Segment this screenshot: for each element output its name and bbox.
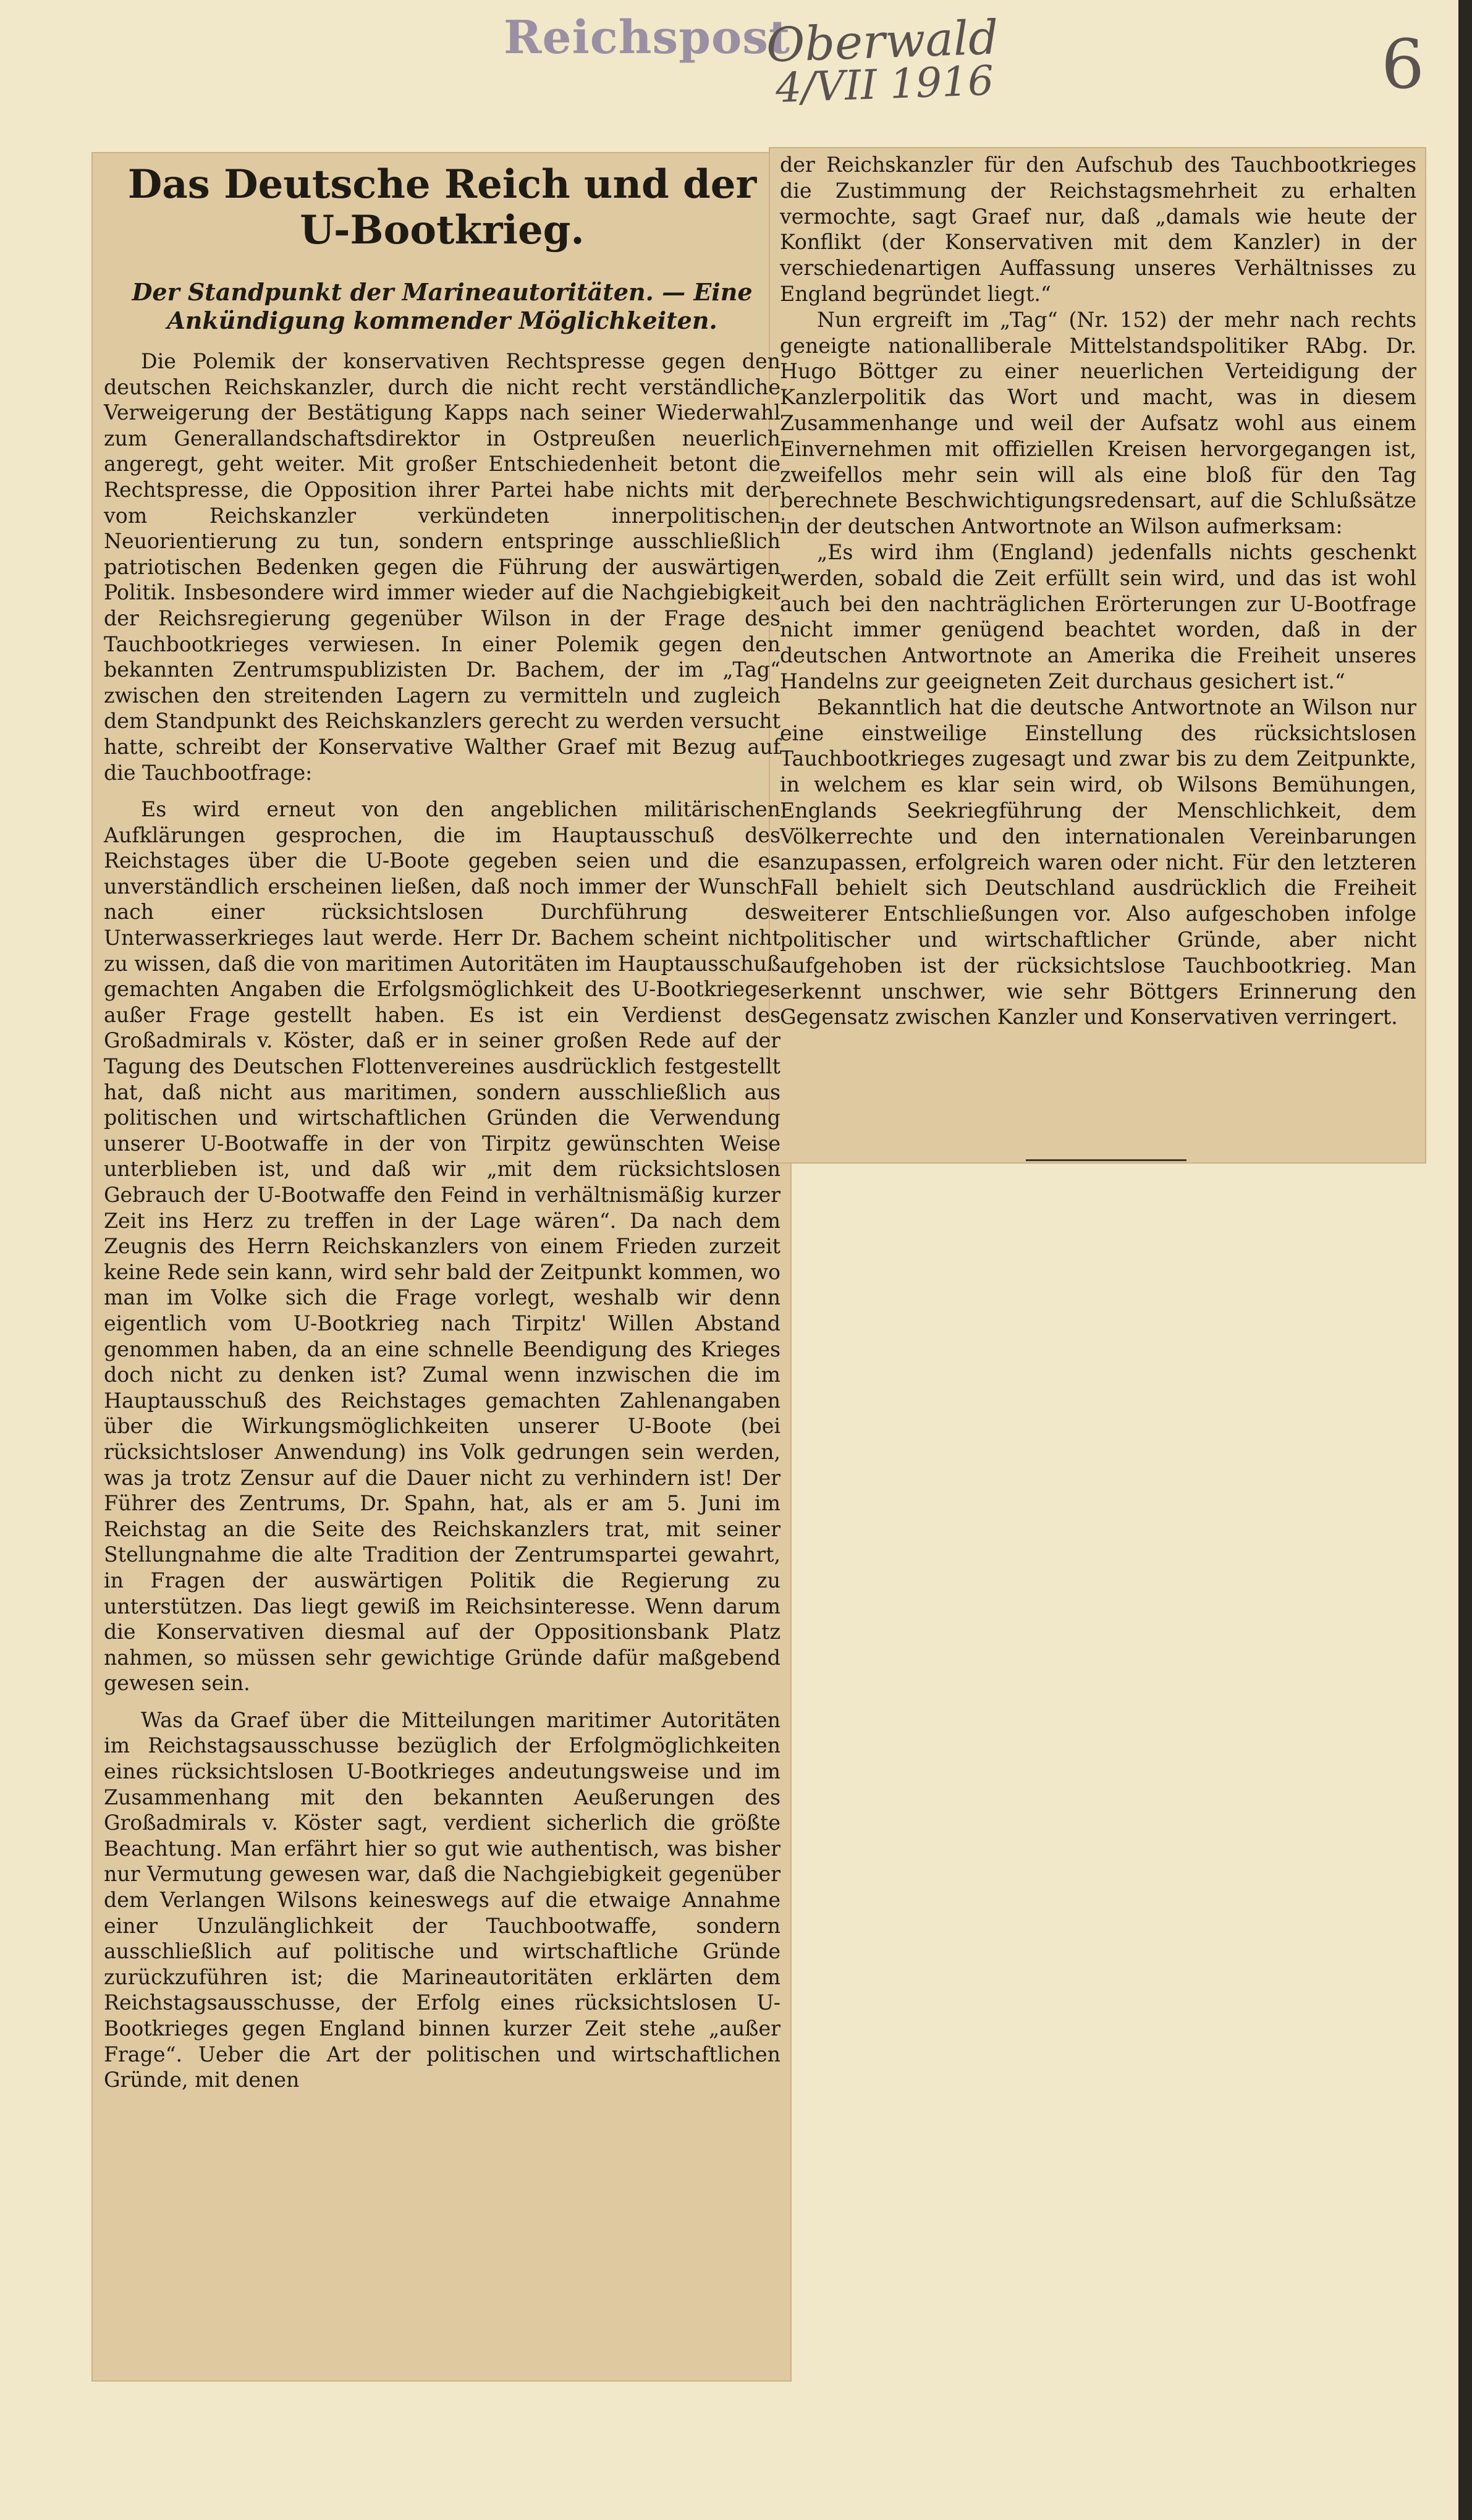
handwritten-page-number: 6 (1381, 25, 1424, 104)
article-subheadline: Der Standpunkt der Marineautoritäten. — Eine Ankündigung kommender Möglichkeiten. (132, 278, 753, 334)
handwritten-date: 4/VII 1916 (774, 56, 995, 112)
article-headline: Das Deutsche Reich und der U-Bootkrieg. (127, 161, 757, 253)
end-rule (1026, 1159, 1186, 1161)
paragraph-quote: Es wird erneut von den angeblichen militärischen Aufklärungen gesprochen, die im Hauptausschuß des Reichstages über die U-Boote gegeben seien und die es unverständlich erscheinen ließen, daß noch immer der Wunsch nach einer rücksichtslosen Durchführung des Unterwasserkrieges laut werde. Herr Dr. Bachem scheint nicht zu wissen, daß die von maritimen Autoritäten im Hauptausschuß gemachten Angaben die Erfolgsmöglichkeit des U-Bootkrieges außer Frage gestellt haben. Es ist ein Verdienst des Großadmirals v. Köster, daß er in seiner großen Rede auf der Tagung des Deutschen Flottenvereines ausdrücklich festgestellt hat, daß nicht aus maritimen, sondern ausschließlich aus politischen und wirtschaftlichen Gründen die Verwendung unserer U-Bootwaffe in der von Tirpitz gewünschten Weise unterblieben ist, und daß wir „mit dem rücksichtslosen Gebrauch der U-Bootwaffe den Feind in verhältnismäßig kurzer Zeit ins Herz zu treffen in der Lage wären“. Da nach dem Zeugnis des Herrn Reichskanzlers von einem Frieden zurzeit keine Rede sein kann, wird sehr bald der Zeitpunkt kommen, wo man im Volke sich die Frage vorlegt, weshalb wir denn eigentlich vom U-Bootkrieg nach Tirpitz' Willen Abstand genommen haben, da an eine schnelle Beendigung des Krieges doch nicht zu denken ist? Zumal wenn inzwischen die im Hauptausschuß des Reichstages gemachten Zahlenangaben über die Wirkungsmöglichkeiten unserer U-Boote (bei rücksichtsloser Anwendung) ins Volk gedrungen sein werden, was ja trotz Zensur auf die Dauer nicht zu verhindern ist! Der Führer des Zentrums, Dr. Spahn, hat, als er am 5. Juni im Reichstag an die Seite des Reichskanzlers trat, mit seiner Stellungnahme die alte Tradition der Zentrumspartei gewahrt, in Fragen der auswärtigen Politik die Regierung zu unterstützen. Das liegt gewiß im Reichsinteresse. Wenn darum die Konservativen diesmal auf der Oppositionsbank Platz nahmen, so müssen sehr gewichtige Gründe dafür maßgebend gewesen sein. (104, 797, 780, 1696)
paragraph-quote: „Es wird ihm (England) jedenfalls nichts geschenkt werden, sobald die Zeit erfüllt sein wird, und das ist wohl auch bei den nachträglichen Erörterungen zur U-Bootfrage nicht immer genügend beachtet worden, daß in der deutschen Antwortnote an Amerika die Freiheit unseres Handelns zur geeigneten Zeit durchaus gesichert ist.“ (780, 539, 1416, 693)
sheet-edge (1458, 0, 1472, 2520)
article-right-column (780, 152, 1416, 1030)
paragraph: der Reichskanzler für den Aufschub des Tauchbootkrieges die Zustimmung der Reichstagsmehrheit zu erhalten vermochte, sagt Graef nur, daß „damals wie heute der Konflikt (der Konservativen mit dem Kanzler) in der verschiedenartigen Auffassung unseres Verhältnisses zu England begründet liegt.“ (780, 153, 1416, 306)
newspaper-stamp: Reichspost (504, 11, 791, 64)
paragraph: Was da Graef über die Mitteilungen maritimer Autoritäten im Reichstagsausschusse bezüglich der Erfolgmöglichkeiten eines rücksichtslosen U-Bootkrieges andeutungsweise und im Zusammenhang mit den bekannten Aeußerungen des Großadmirals v. Köster sagt, verdient sicherlich die größte Beachtung. Man erfährt hier so gut wie authentisch, was bisher nur Vermutung gewesen war, daß die Nachgiebigkeit gegenüber dem Verlangen Wilsons keineswegs auf die etwaige Annahme einer Unzulänglichkeit der Tauchbootwaffe, sondern ausschließlich auf politische und wirtschaftliche Gründe zurückzuführen ist; die Marineautoritäten erklärten dem Reichstagsausschusse, der Erfolg eines rücksichtslosen U-Bootkrieges gegen England binnen kurzer Zeit stehe „außer Frage“. Ueber die Art der politischen und wirtschaftlichen Gründe, mit denen (104, 1707, 780, 2092)
paragraph: Bekanntlich hat die deutsche Antwortnote an Wilson nur eine einstweilige Einstellung des rücksichtslosen Tauchbootkrieges zugesagt und zwar bis zu dem Zeitpunkte, in welchem es klar sein wird, ob Wilsons Bemühungen, Englands Seekriegführung der Menschlichkeit, dem Völkerrechte und den internationalen Vereinbarungen anzupassen, erfolgreich waren oder nicht. Für den letzteren Fall behielt sich Deutschland ausdrücklich die Freiheit weiterer Entschließungen vor. Also aufgeschoben infolge politischer und wirtschaftlicher Gründe, aber nicht aufgehoben ist der rücksichtslose Tauchbootkrieg. Man erkennt unschwer, wie sehr Böttgers Erinnerung den Gegensatz zwischen Kanzler und Konservativen verringert. (780, 695, 1416, 1030)
article-left-column (104, 162, 780, 2093)
paragraph: Die Polemik der konservativen Rechtspresse gegen den deutschen Reichskanzler, durch die nicht recht verständliche Verweigerung der Bestätigung Kapps nach seiner Wiederwahl zum Generallandschaftsdirektor in Ostpreußen neuerlich angeregt, geht weiter. Mit großer Entschiedenheit betont die Rechtspresse, die Opposition ihrer Partei habe nichts mit der vom Reichskanzler verkündeten innerpolitischen Neuorientierung zu tun, sondern entspringe ausschließlich patriotischen Bedenken gegen die Führung der auswärtigen Politik. Insbesondere wird immer wieder auf die Nachgiebigkeit der Reichsregierung gegenüber Wilson in der Frage des Tauchbootkrieges verwiesen. In einer Polemik gegen den bekannten Zentrumspublizisten Dr. Bachem, der im „Tag“ zwischen den streitenden Lagern zu vermitteln und zugleich dem Standpunkt des Reichskanzlers gerecht zu werden versucht hatte, schreibt der Konservative Walther Graef mit Bezug auf die Tauchbootfrage: (104, 349, 780, 785)
paragraph: Nun ergreift im „Tag“ (Nr. 152) der mehr nach rechts geneigte nationalliberale Mittelstandspolitiker RAbg. Dr. Hugo Böttger zu einer neuerlichen Verteidigung der Kanzlerpolitik das Wort und macht, was in diesem Zusammenhange und weil der Aufsatz wohl aus einem Einvernehmen mit offiziellen Kreisen hervorgegangen ist, zweifellos mehr sein will als eine bloß für den Tag berechnete Beschwichtigungsredensart, auf die Schlußsätze in der deutschen Antwortnote an Wilson aufmerksam: (780, 307, 1416, 539)
handwritten-note: Oberwald (765, 9, 1000, 73)
